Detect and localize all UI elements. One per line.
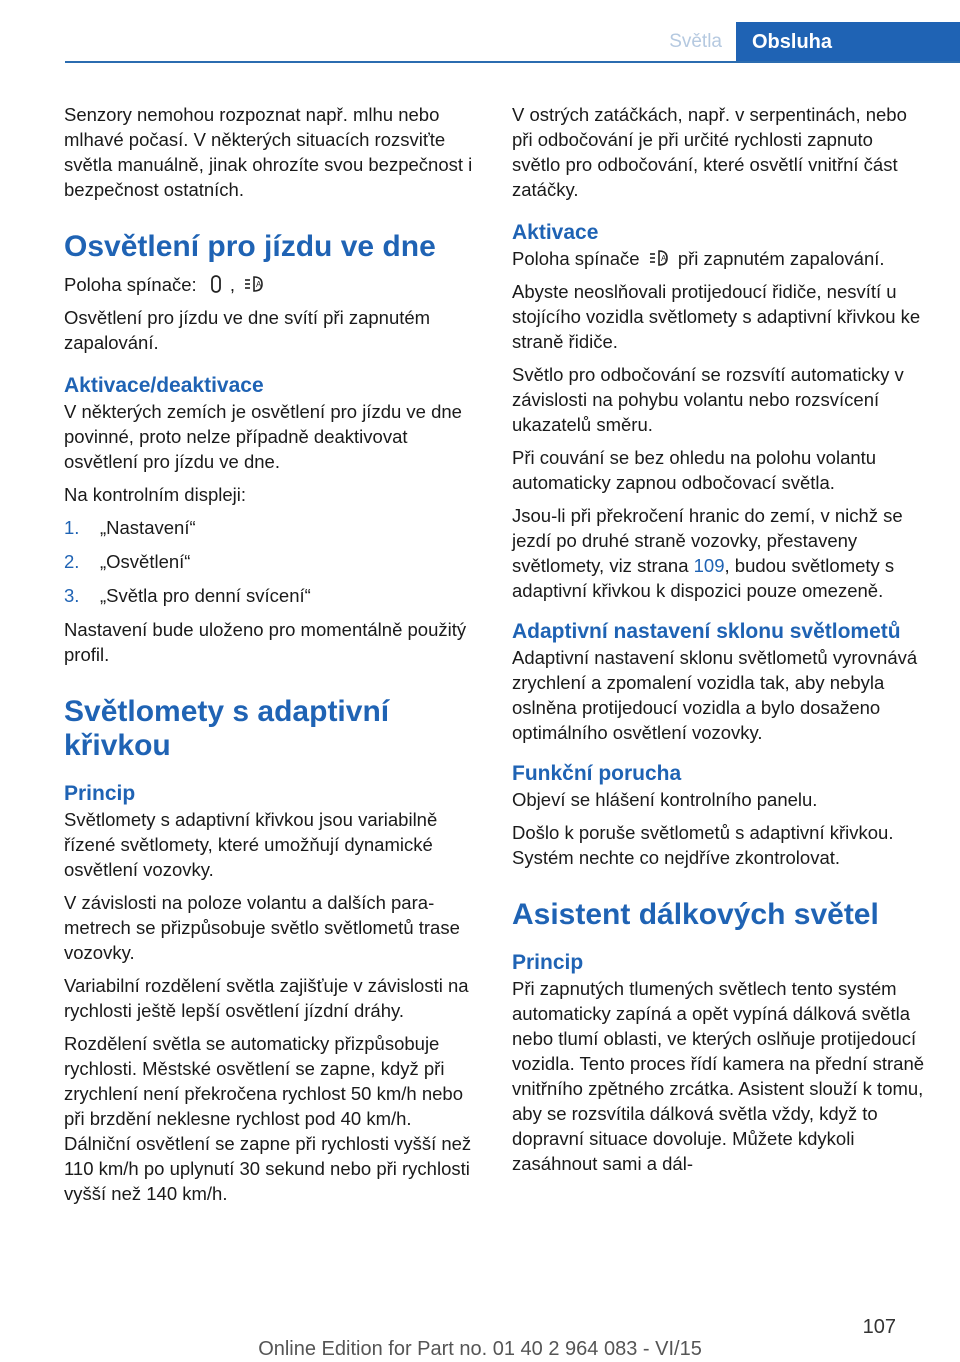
light-switch-zero-icon	[206, 273, 226, 295]
list-item: 1. „Nastavení“	[64, 517, 196, 538]
heading-adaptive-leveling: Adaptivní nastavení sklonu světlometů	[512, 620, 901, 643]
switch-separator: ,	[229, 274, 235, 295]
right-column	[512, 102, 926, 1184]
heading-malfunction: Funkční porucha	[512, 762, 682, 785]
daytime-lights-text: Osvětlení pro jízdu ve dne svítí při zapnutém zapalování.	[64, 307, 431, 353]
saved-profile-text: Nastavení bude uloženo pro momentálně použitý profil.	[64, 619, 467, 665]
principle-paragraph-3: Variabilní rozdělení světla zajišťuje v závislosti na rychlosti ještě lepší osvětlení jízdní dráhy.	[64, 975, 469, 1021]
intro-paragraph: Senzory nemohou rozpoznat např. mlhu nebo mlhavé počasí. V některých situacích rozsviťte světla manuálně, jinak ohrozíte svou bezpečnost i bezpečnost ostatních.	[64, 104, 473, 200]
switch-position-line	[64, 272, 476, 297]
reverse-paragraph: Při couvání se bez ohledu na polohu volantu automaticky zapnou odbočovací světla.	[512, 447, 877, 493]
switch-label: Poloha spínače:	[64, 274, 197, 295]
switch-position-line-right: Poloha spínače A při zapnutém zapalování.	[512, 248, 885, 269]
heading-activation-deactivation: Aktivace/deaktivace	[64, 374, 264, 397]
left-column	[64, 102, 476, 1214]
principle-paragraph-1: Světlomety s adaptivní křivkou jsou variabilně řízené světlomety, které umožňují dynamické osvětlení vozovky.	[64, 809, 438, 880]
chapter-tab: Obsluha	[736, 22, 960, 62]
heading-high-beam-assistant: Asistent dálkových světel	[512, 898, 879, 931]
section-tab: Světla	[669, 31, 722, 52]
svg-text:A: A	[256, 280, 262, 289]
list-item: 3. „Světla pro denní svícení“	[64, 585, 311, 606]
page-footer	[0, 1300, 960, 1362]
heading-adaptive-headlights: Světlomety s adaptivní křivkou	[64, 695, 390, 762]
auto-headlight-icon	[244, 273, 264, 295]
settings-steps	[64, 515, 476, 608]
svg-text:A: A	[660, 254, 667, 263]
malfunction-paragraph-1: Objeví se hlášení kontrolního panelu.	[512, 789, 818, 810]
turn-light-paragraph: Světlo pro odbočování se rozsvítí automaticky v závislosti na pohybu volantu nebo rozsvícení ukazatelů směru.	[512, 364, 904, 435]
principle-paragraph-2: V závislosti na poloze volantu a dalších parametrech se přizpůsobuje světlo světlometů trase vozovky.	[64, 892, 460, 963]
list-item: 2. „Osvětlení“	[64, 551, 191, 572]
principle-paragraph-4: Rozdělení světla se automaticky přizpůsobuje rychlosti. Městské osvětlení se zapne, když při zrychlení není překročena rychlost 50 km/h nebo při brzdění neklesne rychlost pod 40 km/h. Dálniční osvětlení se zapne při rychlosti vyšší než 110 km/h po uplynutí 30 sekund nebo při rychlosti vyšší než 140 km/h.	[64, 1033, 472, 1204]
curves-paragraph: V ostrých zatáčkách, např. v serpentinách, nebo při odbočování je při určité rychlosti zapnuto světlo pro odbočování, které osvětlí vnitřní část zatáčky.	[512, 104, 907, 200]
page-header	[0, 22, 960, 62]
edition-line: Online Edition for Part no. 01 40 2 964 083 - VI/15	[258, 1338, 702, 1360]
activation-text: V některých zemích je osvětlení pro jízdu ve dne povinné, proto nelze případně deaktivovat osvětlení pro jízdu ve dne.	[64, 401, 462, 472]
high-beam-paragraph: Při zapnutých tlumených světlech tento systém automaticky zapíná a opět vypíná dálková světla nebo tlumí oblasti, ve kterých oslňuje protijedoucí vozidla. Tento proces řídí kamera na přední straně vnitřního zpětného zrcátka. Asistent slouží k tomu, aby se rozsvítila dálková světla vždy, když to dopravní situace dovoluje. Můžete kdykoli zasáhnout sami a dál-	[512, 978, 925, 1174]
malfunction-paragraph-2: Došlo k poruše světlometů s adaptivní křivkou. Systém nechte co nejdříve zkontrolovat.	[512, 822, 894, 868]
header-rule	[65, 61, 960, 63]
heading-principle: Princip	[64, 782, 136, 805]
border-paragraph: Jsou-li při překročení hranic do zemí, v nichž se jezdí po druhé straně vozovky, přestaveny světlomety, viz strana 109, budou světlomety s adaptivní křivkou k dispozici pouze omezeně.	[512, 505, 903, 601]
leveling-paragraph: Adaptivní nastavení sklonu světlometů vyrovnává zrychlení a zpomalení vozidla tak, aby nebyla oslněna protijedoucí vozidla a bylo dosaženo optimálního osvětlení vozovky.	[512, 647, 918, 743]
heading-principle-right: Princip	[512, 951, 584, 974]
auto-headlight-icon	[649, 247, 669, 269]
page-number: 107	[862, 1316, 896, 1338]
heading-daytime-lights: Osvětlení pro jízdu ve dne	[64, 230, 436, 263]
heading-activation: Aktivace	[512, 221, 599, 244]
display-intro: Na kontrolním displeji:	[64, 484, 246, 505]
glare-paragraph: Abyste neoslňovali protijedoucí řidiče, nesvítí u stojícího vozidla světlomety s adaptivní křivkou ke straně řidiče.	[512, 281, 921, 352]
page-reference-link[interactable]: 109	[693, 555, 725, 576]
